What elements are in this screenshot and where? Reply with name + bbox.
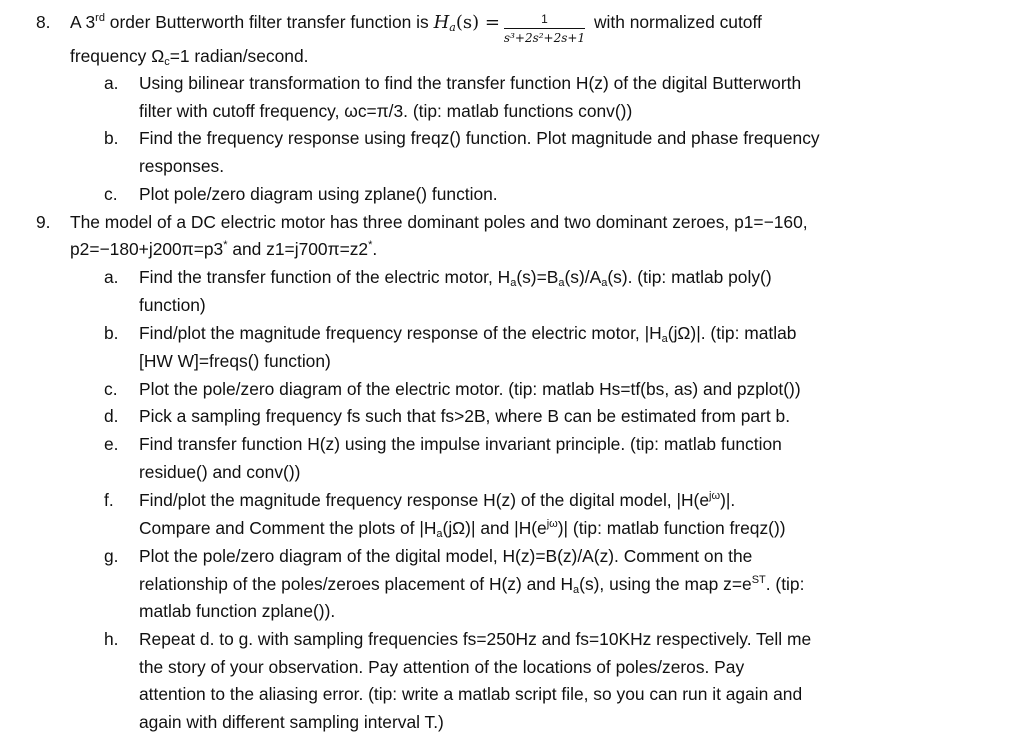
item-label: d. xyxy=(104,406,119,426)
item-label: g. xyxy=(104,546,119,566)
item-label: h. xyxy=(104,629,119,649)
item-label: c. xyxy=(104,184,118,204)
item-text: Find transfer function H(z) using the impulse invariant principle. (tip: matlab function xyxy=(139,434,782,454)
item-text: Plot the pole/zero diagram of the electric motor. (tip: matlab Hs=tf(bs, as) and pzplot()) xyxy=(139,379,801,399)
item-text: the story of your observation. Pay attention of the locations of poles/zeros. Pay xyxy=(139,657,745,677)
item-text: Find/plot the magnitude frequency response of the electric motor, $|H_a(j\Omega)|$. (tip: matlab xyxy=(139,323,797,345)
item-text: filter with cutoff frequency, ωc=π/3. (tip: matlab functions conv()) xyxy=(139,101,633,121)
item-label: c. xyxy=(104,379,118,399)
item-text: Find the frequency response using freqz() function. Plot magnitude and phase frequency xyxy=(139,128,820,148)
item-text: Plot pole/zero diagram using zplane() function. xyxy=(139,184,498,204)
item-label: b. xyxy=(104,323,119,343)
item-text: Repeat d. to g. with sampling frequencies fs=250Hz and fs=10KHz respectively. Tell me xyxy=(139,629,812,649)
question-9-line-1: The model of a DC electric motor has three dominant poles and two dominant zeroes, p1=−160, xyxy=(70,212,808,232)
item-text: Compare and Comment the plots of $|H_a(j\Omega)|$ and $|H(e^{j\omega})|$ (tip: matlab function freqz()) xyxy=(139,518,786,540)
question-number: 8. xyxy=(36,12,51,32)
transfer-function-fraction: $\frac{1}{\text{s³+2s²+2s+1}}$ xyxy=(503,12,586,45)
item-text: matlab function zplane()). xyxy=(139,601,336,621)
item-text: [HW W]=freqs() function) xyxy=(139,351,331,371)
item-text: again with different sampling interval T.) xyxy=(139,712,444,732)
item-label: a. xyxy=(104,267,119,287)
transfer-function-symbol: $H_a(s)$ = xyxy=(433,12,500,34)
question-9-line-2: p2=−180+j200π=p3* and z1=j700π=z2*. xyxy=(70,239,378,259)
item-text: Plot the pole/zero diagram of the digital model, H(z)=B(z)/A(z). Comment on the xyxy=(139,546,753,566)
item-label: e. xyxy=(104,434,119,454)
item-text: residue() and conv()) xyxy=(139,462,301,482)
item-label: f. xyxy=(104,490,114,510)
question-number: 9. xyxy=(36,212,51,232)
question-8-line-2: frequency $\Omega_c=1$ radian/second. xyxy=(70,46,309,68)
item-text: Using bilinear transformation to find the transfer function H(z) of the digital Butterworth xyxy=(139,73,802,93)
item-text: function) xyxy=(139,295,206,315)
item-text: relationship of the poles/zeroes placement of H(z) and $H_a(s)$, using the map $z=e^{ST}$. (tip: xyxy=(139,574,805,596)
item-label: a. xyxy=(104,73,119,93)
item-text: Find the transfer function of the electric motor, $H_a(s)=B_a(s)/A_a(s)$. (tip: matlab poly() xyxy=(139,267,772,289)
item-label: b. xyxy=(104,128,119,148)
item-text: responses. xyxy=(139,156,225,176)
item-text: Find/plot the magnitude frequency response H(z) of the digital model, $|H(e^{j\omega})|$. xyxy=(139,490,736,510)
item-text: Pick a sampling frequency fs such that fs>2B, where B can be estimated from part b. xyxy=(139,406,791,426)
item-text: attention to the aliasing error. (tip: write a matlab script file, so you can run it again and xyxy=(139,684,803,704)
question-8-line-1: A 3rd order Butterworth filter transfer function is $H_a(s)$ = $\frac{1}{\text{s³+2s²+2s+1}}$ with normalized cutoff xyxy=(70,12,762,45)
